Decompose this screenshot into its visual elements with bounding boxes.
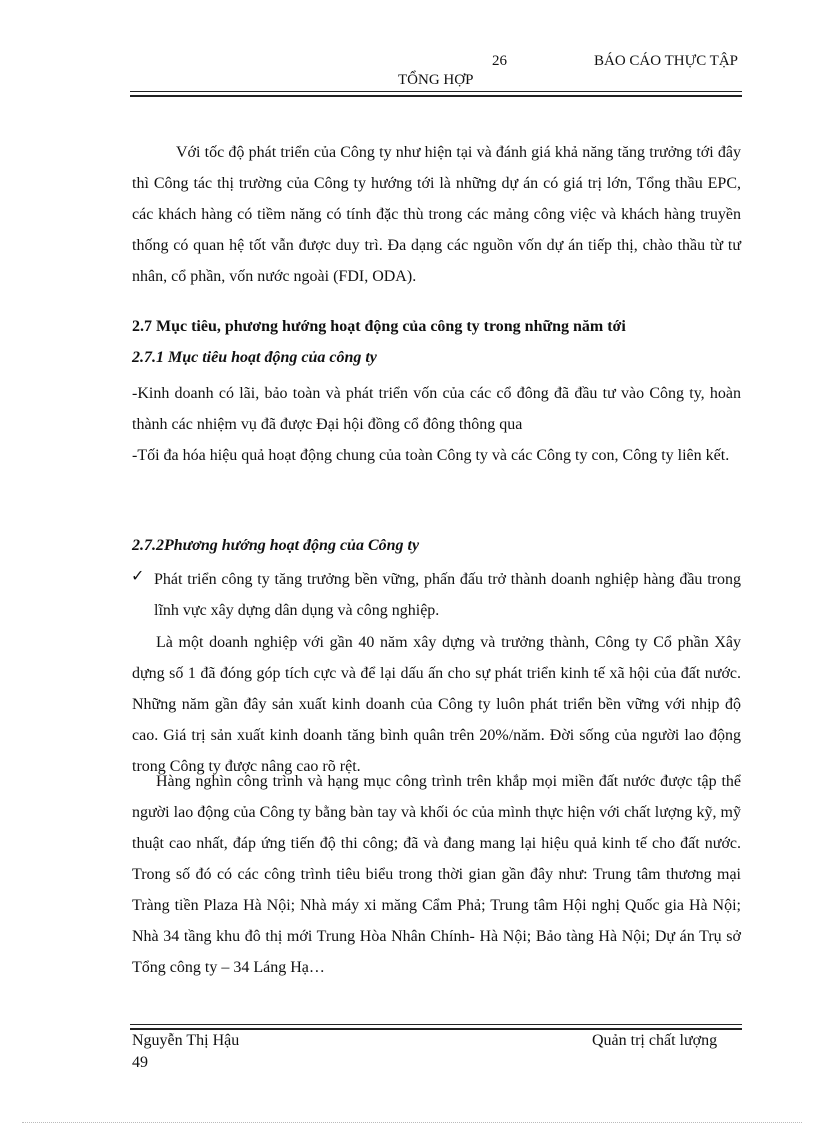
header-rule <box>130 91 742 97</box>
history-paragraph: Là một doanh nghiệp với gần 40 năm xây dựng và trưởng thành, Công ty Cổ phần Xây dựng số 1 đã đóng góp tích cực và để lại dấu ấn cho sự phát triển kinh tế xã hội của đất nước. Những năm gần đây sản xuất kinh doanh của Công ty luôn phát triển bền vững với nhịp độ cao. Giá trị sản xuất kinh doanh tăng bình quân trên 20%/năm. Đời sống của người lao động trong Công ty được nâng cao rõ rệt. <box>132 634 741 775</box>
header-report-title-continued: TỔNG HỢP <box>398 72 474 88</box>
goal-item-2: -Tối đa hóa hiệu quả hoạt động chung của toàn Công ty và các Công ty con, Công ty liên kết. <box>132 447 730 464</box>
section-2-7-heading: 2.7 Mục tiêu, phương hướng hoạt động của công ty trong những năm tới <box>132 318 626 335</box>
footer-author: Nguyễn Thị Hậu <box>132 1032 240 1049</box>
checkmark-icon: ✓ <box>131 568 145 585</box>
projects-paragraph: Hàng nghìn công trình và hạng mục công trình trên khắp mọi miền đất nước được tập thể người lao động của Công ty bằng bàn tay và khối óc của mình thực hiện với chất lượng kỹ, mỹ thuật cao nhất, đáp ứng tiến độ thi công; đã và đang mang lại hiệu quả kinh tế cho đất nước. Trong số đó có các công trình tiêu biểu trong thời gian gần đây như: Trung tâm thương mại Tràng tiền Plaza Hà Nội; Nhà máy xi măng Cẩm Phả; Trung tâm Hội nghị Quốc gia Hà Nội; Nhà 34 tầng khu đô thị mới Trung Hòa Nhân Chính- Hà Nội; Bảo tàng Hà Nội; Dự án Trụ sở Tổng công ty – 34 Láng Hạ… <box>132 773 741 976</box>
direction-item-1: Phát triển công ty tăng trưởng bền vững, phấn đấu trở thành doanh nghiệp hàng đầu trong lĩnh vực xây dựng dân dụng và công nghiệp. <box>154 571 741 619</box>
section-2-7-2-heading: 2.7.2Phương hướng hoạt động của Công ty <box>132 537 420 554</box>
footer-page-number: 49 <box>132 1054 148 1071</box>
footer-subject: Quản trị chất lượng <box>592 1032 718 1049</box>
intro-paragraph: Với tốc độ phát triển của Công ty như hiện tại và đánh giá khả năng tăng trưởng tới đây thì Công tác thị trường của Công ty hướng tới là những dự án có giá trị lớn, Tổng thầu EPC, các khách hàng có tiềm năng có tính đặc thù trong các mảng công việc và khách hàng truyền thống có quan hệ tốt vẫn được duy trì. Đa dạng các nguồn vốn dự án tiếp thị, chào thầu từ tư nhân, cổ phần, vốn nước ngoài (FDI, ODA). <box>132 144 741 285</box>
goal-item-1: -Kinh doanh có lãi, bảo toàn và phát triển vốn của các cổ đông đã đầu tư vào Công ty, hoàn thành các nhiệm vụ đã được Đại hội đồng cổ đông thông qua <box>132 385 741 433</box>
footer-rule <box>130 1024 742 1030</box>
section-2-7-1-heading: 2.7.1 Mục tiêu hoạt động của công ty <box>132 349 377 366</box>
header-report-title: BÁO CÁO THỰC TẬP <box>594 53 739 69</box>
header-page-number: 26 <box>492 53 507 69</box>
